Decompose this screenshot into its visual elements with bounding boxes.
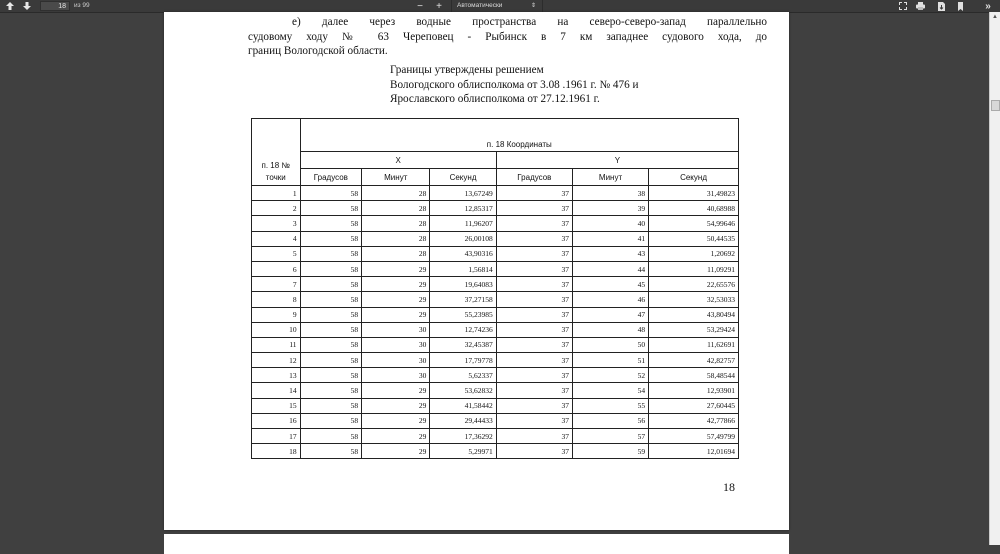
point-number-cell: 3: [252, 216, 301, 231]
arrow-up-icon: [6, 2, 14, 10]
point-number-cell: 9: [252, 307, 301, 322]
table-row: [252, 201, 739, 216]
y-seconds-cell: 31,49823: [649, 186, 739, 201]
x-degrees-cell: 58: [300, 368, 362, 383]
x-minutes-cell: 28: [362, 216, 430, 231]
y-seconds-cell: 27,60445: [649, 398, 739, 413]
zoom-mode-select[interactable]: [451, 0, 543, 12]
download-button[interactable]: [935, 0, 947, 12]
x-seconds-cell: 29,44433: [430, 413, 496, 428]
y-minutes-cell: 50: [573, 337, 649, 352]
x-degrees-cell: 58: [300, 246, 362, 261]
table-row: [252, 413, 739, 428]
y-degrees-cell: 37: [496, 429, 572, 444]
point-header-line: п. 18 №: [261, 161, 291, 170]
print-icon: [916, 2, 925, 10]
y-seconds-cell: 11,09291: [649, 261, 739, 276]
x-minutes-cell: 29: [362, 307, 430, 322]
x-seconds-cell: 1,56814: [430, 261, 496, 276]
y-degrees-cell: 37: [496, 413, 572, 428]
x-degrees-cell: 58: [300, 337, 362, 352]
page-number-input[interactable]: 18: [40, 1, 70, 11]
coordinates-title-header: п. 18 Координаты: [300, 119, 738, 152]
x-seconds-cell: 17,79778: [430, 353, 496, 368]
y-seconds-cell: 43,80494: [649, 307, 739, 322]
fullscreen-icon: [899, 2, 907, 10]
y-degrees-cell: 37: [496, 246, 572, 261]
y-degrees-cell: 37: [496, 201, 572, 216]
point-number-cell: 12: [252, 353, 301, 368]
y-seconds-cell: 53,29424: [649, 322, 739, 337]
approval-note: [390, 63, 639, 107]
point-number-cell: 4: [252, 231, 301, 246]
y-minutes-cell: 39: [573, 201, 649, 216]
double-chevron-right-icon: »: [985, 0, 991, 12]
x-degrees-cell: 58: [300, 429, 362, 444]
print-button[interactable]: [914, 0, 926, 12]
table-row: [252, 186, 739, 201]
bookmark-button[interactable]: [955, 0, 965, 12]
x-minutes-cell: 29: [362, 277, 430, 292]
table-row: [252, 261, 739, 276]
x-degrees-cell: 58: [300, 322, 362, 337]
point-number-cell: 14: [252, 383, 301, 398]
y-minutes-header: Минут: [573, 169, 649, 186]
point-number-cell: 11: [252, 337, 301, 352]
x-minutes-cell: 28: [362, 186, 430, 201]
x-degrees-cell: 58: [300, 201, 362, 216]
scroll-up-icon[interactable]: ▲: [992, 14, 998, 20]
point-number-cell: 5: [252, 246, 301, 261]
x-degrees-header: Градусов: [300, 169, 362, 186]
next-page-button[interactable]: [21, 0, 33, 12]
approval-line: Вологодского облисполкома от 3.08 .1961 г. № 476 и: [390, 78, 639, 91]
x-header: X: [300, 152, 496, 169]
x-seconds-cell: 32,45387: [430, 337, 496, 352]
y-header: Y: [496, 152, 738, 169]
x-degrees-cell: 58: [300, 186, 362, 201]
zoom-in-button[interactable]: +: [436, 0, 442, 12]
y-minutes-cell: 51: [573, 353, 649, 368]
x-seconds-cell: 17,36292: [430, 429, 496, 444]
approval-line: Границы утверждены решением: [390, 64, 544, 76]
table-row: [252, 246, 739, 261]
y-minutes-cell: 46: [573, 292, 649, 307]
table-row: [252, 337, 739, 352]
x-minutes-cell: 29: [362, 429, 430, 444]
y-seconds-cell: 12,01694: [649, 444, 739, 459]
x-minutes-cell: 30: [362, 322, 430, 337]
coordinates-table: [251, 118, 739, 459]
x-minutes-cell: 28: [362, 246, 430, 261]
x-seconds-cell: 43,90316: [430, 246, 496, 261]
x-seconds-cell: 12,85317: [430, 201, 496, 216]
x-seconds-cell: 12,74236: [430, 322, 496, 337]
x-minutes-cell: 29: [362, 398, 430, 413]
table-row: [252, 277, 739, 292]
x-seconds-cell: 55,23985: [430, 307, 496, 322]
y-seconds-cell: 50,44535: [649, 231, 739, 246]
fullscreen-button[interactable]: [897, 0, 909, 12]
x-seconds-cell: 26,00108: [430, 231, 496, 246]
y-minutes-cell: 48: [573, 322, 649, 337]
zoom-out-button[interactable]: −: [417, 0, 423, 12]
x-seconds-cell: 19,64083: [430, 277, 496, 292]
y-degrees-cell: 37: [496, 368, 572, 383]
approval-line: Ярославского облисполкома от 27.12.1961 г.: [390, 93, 600, 105]
paragraph-line: границ Вологодской области.: [248, 45, 388, 57]
coordinates-table-body: [252, 186, 739, 459]
next-pdf-page: [164, 534, 789, 554]
point-number-cell: 2: [252, 201, 301, 216]
table-row: [252, 322, 739, 337]
y-minutes-cell: 54: [573, 383, 649, 398]
body-paragraph: [248, 15, 767, 59]
x-degrees-cell: 58: [300, 292, 362, 307]
y-seconds-cell: 57,49799: [649, 429, 739, 444]
y-minutes-cell: 41: [573, 231, 649, 246]
y-degrees-cell: 37: [496, 444, 572, 459]
paragraph-line: судовому ходу № 63 Череповец - Рыбинск в 7 км западнее судового хода, до: [248, 30, 767, 43]
x-seconds-cell: 53,62832: [430, 383, 496, 398]
scrollbar-thumb[interactable]: [991, 100, 1000, 111]
bookmark-icon: [958, 2, 963, 11]
table-row: [252, 383, 739, 398]
point-number-cell: 15: [252, 398, 301, 413]
table-row: [252, 353, 739, 368]
y-degrees-cell: 37: [496, 322, 572, 337]
x-minutes-cell: 29: [362, 383, 430, 398]
x-degrees-cell: 58: [300, 383, 362, 398]
table-row: [252, 444, 739, 459]
x-seconds-cell: 37,27158: [430, 292, 496, 307]
y-degrees-header: Градусов: [496, 169, 572, 186]
x-seconds-header: Секунд: [430, 169, 496, 186]
y-seconds-cell: 1,20692: [649, 246, 739, 261]
y-degrees-cell: 37: [496, 216, 572, 231]
zoom-mode-value: Автоматически: [457, 2, 503, 9]
y-minutes-cell: 52: [573, 368, 649, 383]
y-minutes-cell: 45: [573, 277, 649, 292]
point-number-cell: 8: [252, 292, 301, 307]
page-number-footer: 18: [723, 480, 735, 494]
x-minutes-cell: 29: [362, 413, 430, 428]
point-number-cell: 1: [252, 186, 301, 201]
point-number-cell: 16: [252, 413, 301, 428]
y-degrees-cell: 37: [496, 398, 572, 413]
x-seconds-cell: 13,67249: [430, 186, 496, 201]
x-minutes-cell: 29: [362, 292, 430, 307]
x-minutes-header: Минут: [362, 169, 430, 186]
x-seconds-cell: 11,96207: [430, 216, 496, 231]
point-number-cell: 10: [252, 322, 301, 337]
point-number-cell: 13: [252, 368, 301, 383]
point-number-cell: 6: [252, 261, 301, 276]
y-seconds-header: Секунд: [649, 169, 739, 186]
table-row: [252, 307, 739, 322]
y-degrees-cell: 37: [496, 261, 572, 276]
y-degrees-cell: 37: [496, 353, 572, 368]
y-minutes-cell: 59: [573, 444, 649, 459]
x-seconds-cell: 5,29971: [430, 444, 496, 459]
pdf-page: [164, 12, 789, 530]
y-seconds-cell: 11,62691: [649, 337, 739, 352]
point-number-cell: 7: [252, 277, 301, 292]
y-degrees-cell: 37: [496, 277, 572, 292]
y-minutes-cell: 40: [573, 216, 649, 231]
point-header-line: точки: [265, 173, 286, 182]
point-number-cell: 18: [252, 444, 301, 459]
y-degrees-cell: 37: [496, 231, 572, 246]
x-seconds-cell: 41,58442: [430, 398, 496, 413]
point-number-cell: 17: [252, 429, 301, 444]
y-minutes-cell: 43: [573, 246, 649, 261]
y-minutes-cell: 44: [573, 261, 649, 276]
table-row: [252, 216, 739, 231]
vertical-scrollbar[interactable]: [989, 12, 1000, 545]
y-minutes-cell: 55: [573, 398, 649, 413]
y-seconds-cell: 42,82757: [649, 353, 739, 368]
y-seconds-cell: 22,65576: [649, 277, 739, 292]
y-degrees-cell: 37: [496, 337, 572, 352]
x-minutes-cell: 29: [362, 444, 430, 459]
y-minutes-cell: 57: [573, 429, 649, 444]
select-arrows-icon: ⇕: [530, 3, 536, 9]
x-degrees-cell: 58: [300, 413, 362, 428]
y-degrees-cell: 37: [496, 307, 572, 322]
x-degrees-cell: 58: [300, 261, 362, 276]
previous-page-button[interactable]: [4, 0, 16, 12]
y-minutes-cell: 38: [573, 186, 649, 201]
arrow-down-icon: [23, 2, 31, 10]
y-seconds-cell: 40,68988: [649, 201, 739, 216]
y-seconds-cell: 42,77866: [649, 413, 739, 428]
x-degrees-cell: 58: [300, 231, 362, 246]
x-minutes-cell: 30: [362, 353, 430, 368]
y-degrees-cell: 37: [496, 383, 572, 398]
y-minutes-cell: 47: [573, 307, 649, 322]
x-degrees-cell: 58: [300, 307, 362, 322]
x-degrees-cell: 58: [300, 277, 362, 292]
x-seconds-cell: 5,62337: [430, 368, 496, 383]
table-row: [252, 231, 739, 246]
x-degrees-cell: 58: [300, 216, 362, 231]
tools-menu-button[interactable]: [981, 0, 995, 12]
x-minutes-cell: 29: [362, 261, 430, 276]
x-minutes-cell: 28: [362, 231, 430, 246]
y-minutes-cell: 56: [573, 413, 649, 428]
x-minutes-cell: 28: [362, 201, 430, 216]
table-row: [252, 292, 739, 307]
y-seconds-cell: 32,53033: [649, 292, 739, 307]
x-minutes-cell: 30: [362, 368, 430, 383]
y-seconds-cell: 54,99646: [649, 216, 739, 231]
y-degrees-cell: 37: [496, 186, 572, 201]
x-minutes-cell: 30: [362, 337, 430, 352]
x-degrees-cell: 58: [300, 444, 362, 459]
table-row: [252, 429, 739, 444]
page-total-label: из 99: [74, 2, 90, 9]
x-degrees-cell: 58: [300, 398, 362, 413]
y-seconds-cell: 58,48544: [649, 368, 739, 383]
table-row: [252, 368, 739, 383]
y-degrees-cell: 37: [496, 292, 572, 307]
y-seconds-cell: 12,93901: [649, 383, 739, 398]
point-number-header: [252, 119, 301, 186]
paragraph-line: е) далее через водные пространства на северо-северо-запад параллельно: [292, 16, 767, 28]
download-icon: [938, 2, 945, 11]
x-degrees-cell: 58: [300, 353, 362, 368]
table-row: [252, 398, 739, 413]
